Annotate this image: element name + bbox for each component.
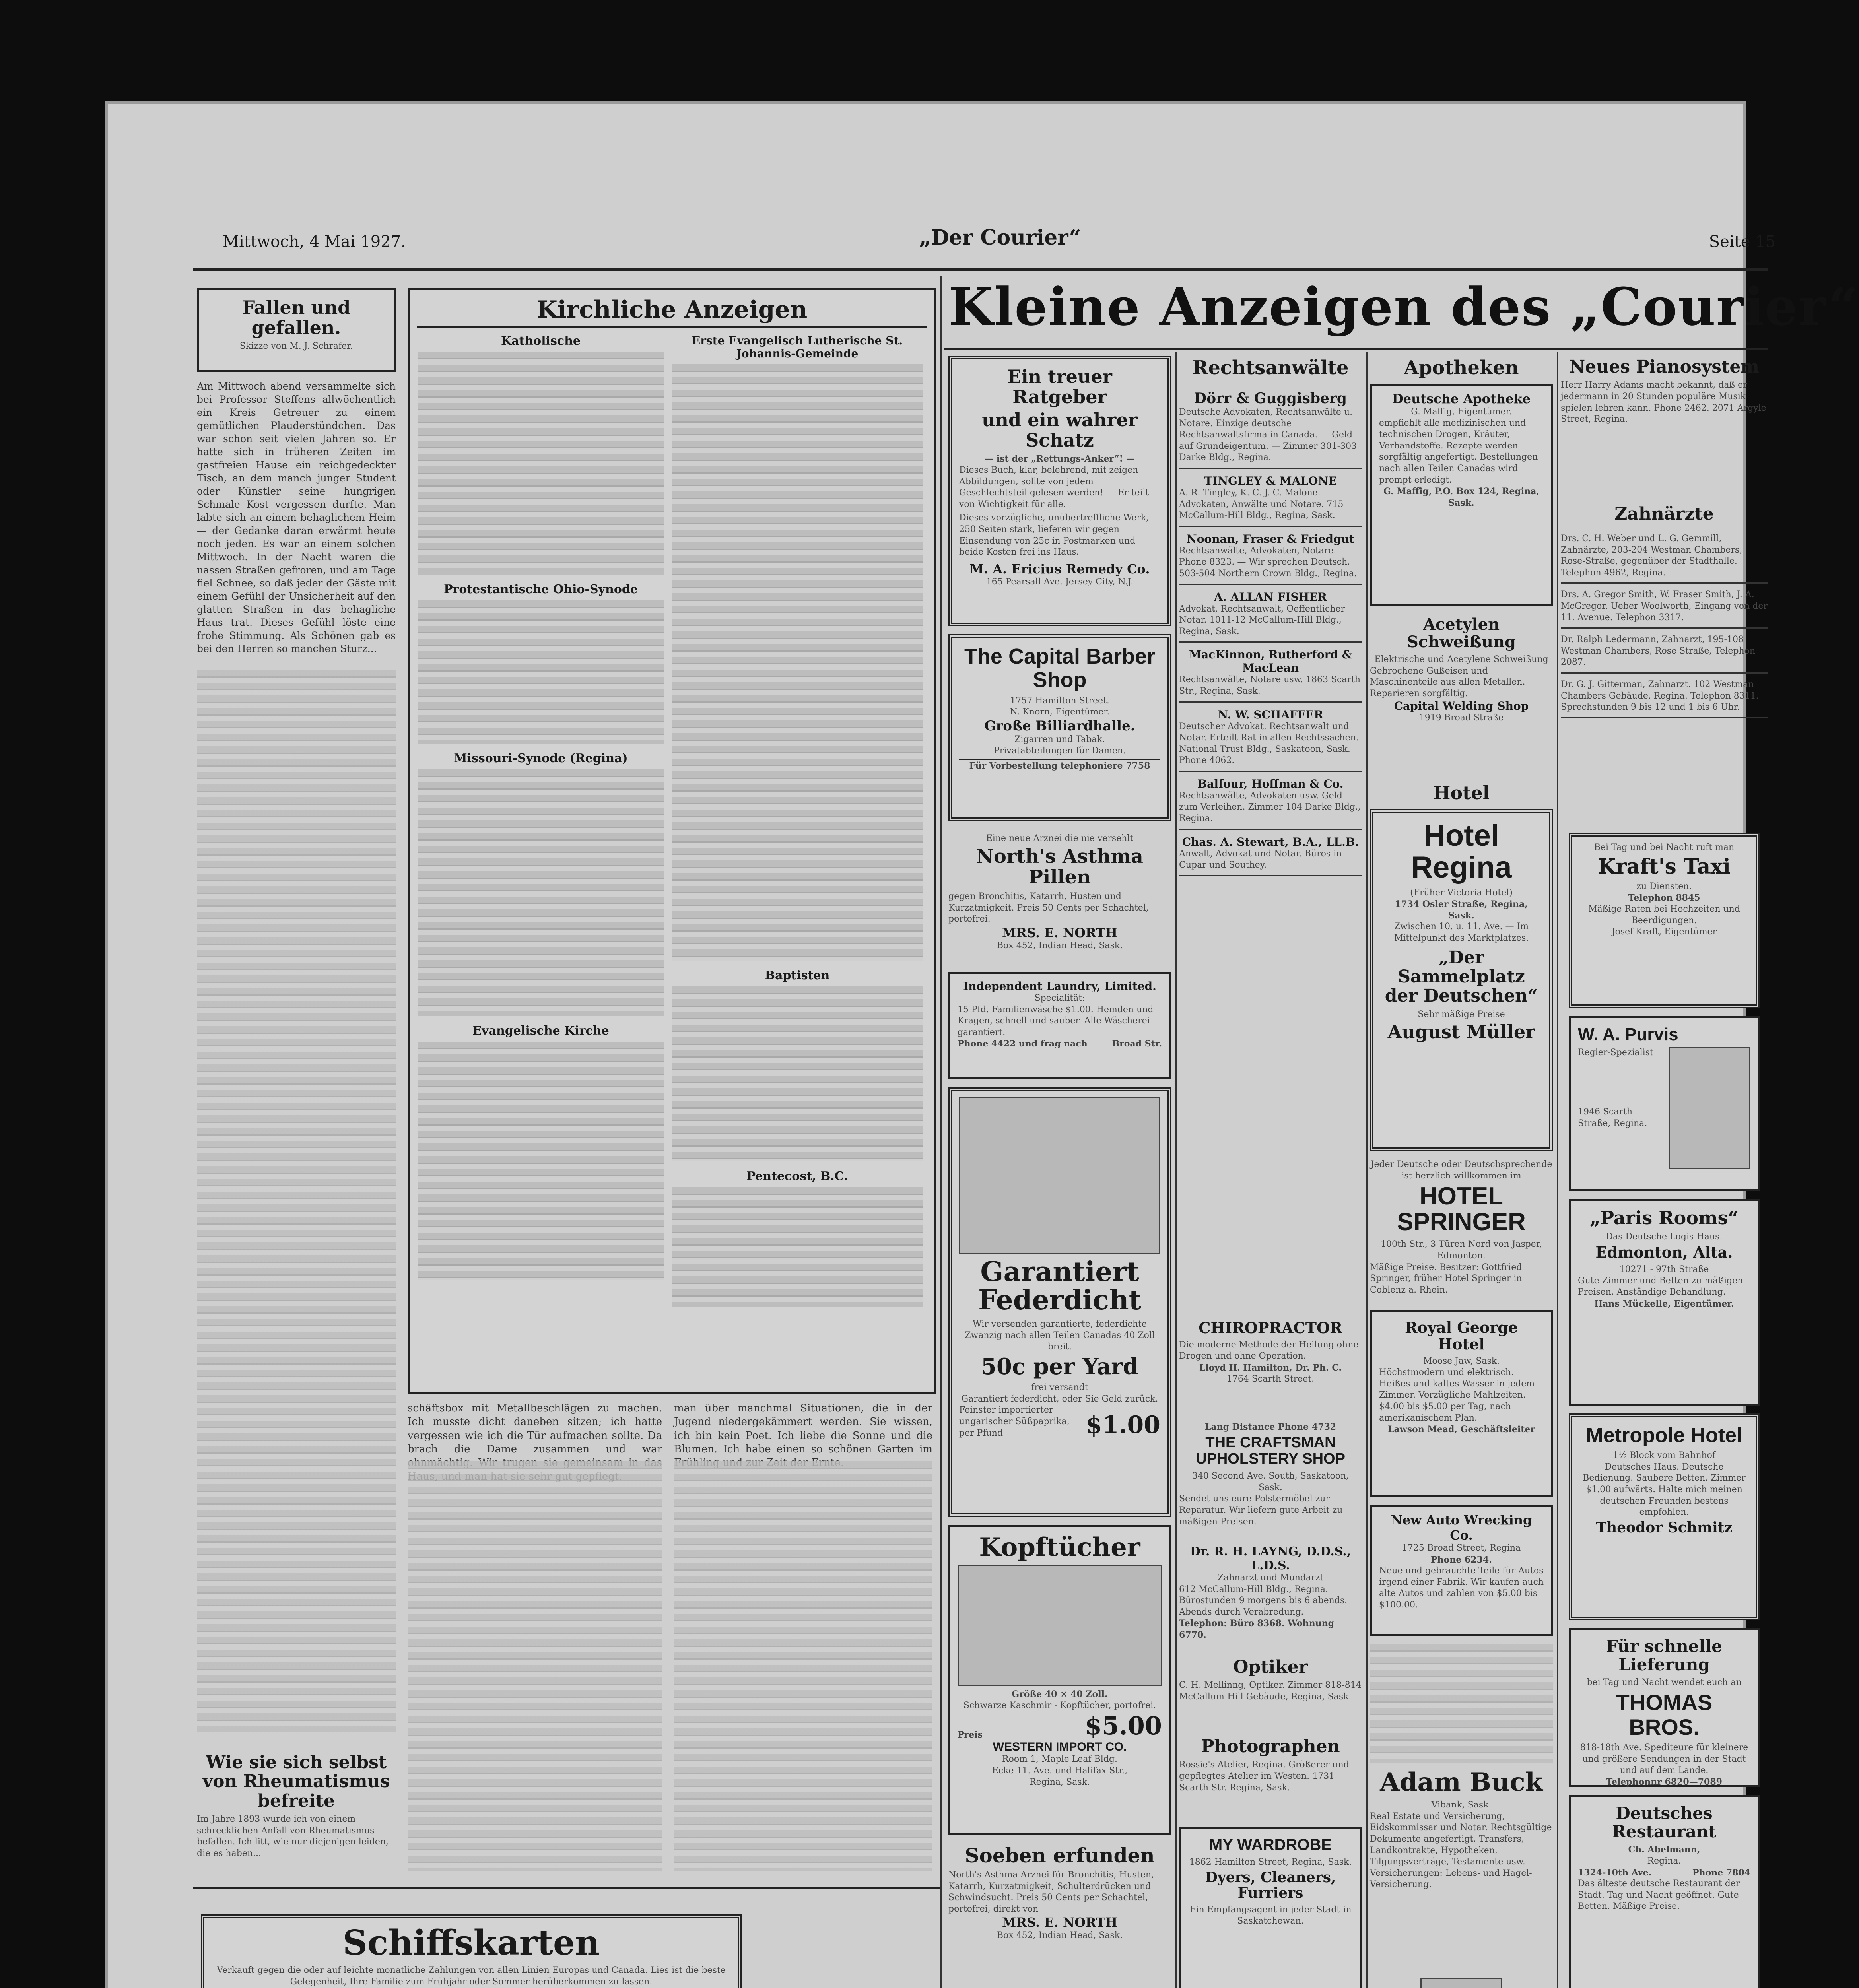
lawyer-name: A. ALLAN FISHER [1214,590,1327,604]
tobacco-line: Zigarren und Tabak. [1014,734,1105,744]
zahnaerzte-header [1561,503,1768,531]
paprika-price: $1.00 [1086,1411,1160,1439]
church-text-block [418,600,664,744]
barber-title: The Capital Barber Shop [964,645,1156,692]
portrait-photo [1669,1047,1750,1169]
story-text-continued [197,670,396,1732]
purvis-address: 1946 Scarth Straße, Regina. [1578,1107,1647,1128]
restaurant-owner: Ch. Abelmann, [1628,1844,1700,1855]
royal-manager: Lawson Mead, Geschäftsleiter [1388,1424,1535,1435]
paprika-text: Feinster importierter ungarischer Süßpaprika, per Pfund [959,1405,1070,1438]
lawyer-text: Advokat, Rechtsanwalt, Oeffentlicher Notar. 1011-12 McCallum-Hill Bldg., Regina, Sask. [1179,604,1345,637]
lawyer-name: N. W. SCHAFFER [1218,708,1323,721]
acetylen-text: Gebrochene Gußeisen und Maschinenteile aus allen Metallen. Reparieren sorgfältig. [1370,666,1525,699]
pianos-ad [1561,356,1768,499]
wardrobe-sub: Dyers, Cleaners, Furriers [1205,1869,1336,1902]
purvis-title: W. A. Purvis [1578,1025,1678,1044]
acetylen-title: Acetylen Schweißung [1407,615,1516,651]
metropole-ad [1569,1413,1760,1620]
taxi-ad [1569,833,1760,1008]
restaurant-title: Deutsches Restaurant [1612,1804,1716,1842]
royal-text: Höchstmodern und elektrisch. Heißes und kaltes Wasser in jedem Zimmer. Vorzügliche Mahlzeiten. $4.00 bis $5.00 per Tag, nach amerikanischem Plan. [1379,1367,1535,1423]
metropole-owner: Theodor Schmitz [1596,1519,1733,1536]
ratgeber-text: Dieses Buch, klar, belehrend, mit zeigen Abbildungen, sollte von jedem Geschlechtsteil gelesen werden! — Er teilt von Wichtigkeit für alle. [959,465,1149,509]
issue-date: Mittwoch, 4 Mai 1927. [223,233,406,251]
barber-ad [948,634,1171,821]
story-title: Fallen und gefallen. [242,297,351,338]
dentist-entry: Drs. A. Gregor Smith, W. Fraser Smith, J. A. McGregor. Ueber Woolworth, Eingang von der 11. Avenue. Telephon 3317. [1561,587,1768,629]
lieferung-ad [1569,1628,1760,1787]
asthma-intro: Eine neue Arznei die nie versehlt [986,833,1134,843]
optiker-ad [1179,1656,1362,1736]
ratgeber-title-2: und ein wahrer Schatz [982,409,1138,451]
restaurant-address: 1324-10th Ave. [1578,1867,1652,1878]
column-separator [1557,352,1558,1988]
photo-title: Photographen [1201,1736,1340,1757]
soeben-ad [948,1843,1171,1988]
springer-intro: Jeder Deutsche oder Deutschsprechende ist herzlich willkommen im [1370,1159,1552,1181]
kanarien-ad [1370,1978,1553,1988]
restaurant-city: Regina. [1647,1856,1681,1866]
hotel-springer-ad [1370,1159,1553,1310]
dentist-entry: Drs. C. H. Weber und L. G. Gemmill, Zahnärzte, 203-204 Westman Chambers, Rose-Straße, gegenüber der Stadthalle. Telephon 4962, Regina. [1561,531,1768,584]
buck-title: Adam Buck [1380,1767,1543,1797]
wardrobe-text: Ein Empfangsagent in jeder Stadt in Saskatchewan. [1189,1905,1352,1926]
import-room: Room 1, Maple Leaf Bldg. [1002,1754,1117,1765]
church-text-block [418,769,664,1016]
shipping-title: Schiffskarten [342,1923,600,1963]
lawyer-text: Anwalt, Advokat und Notar. Büros in Cupar und Southey. [1179,848,1342,870]
paris-rooms-ad [1569,1199,1760,1406]
chiro-name: Lloyd H. Hamilton, Dr. Ph. C. [1199,1362,1342,1373]
purvis-sub: Regier-Spezialist [1578,1048,1653,1058]
import-company: WESTERN IMPORT CO. [993,1740,1127,1754]
apotheke-address: G. Maffig, P.O. Box 124, Regina, Sask. [1383,486,1539,508]
chiro-text: Die moderne Methode der Heilung ohne Drogen und ohne Operation. [1179,1340,1359,1361]
royal-title: Royal George Hotel [1404,1318,1518,1353]
church-section: Baptisten [765,969,830,982]
story-text: Am Mittwoch abend versammelte sich bei Professor Steffens allwöchentlich ein Kreis Getreuer zu einem gemütlichen Plauderstündchen. Das war schon seit vielen Jahren so. Er hatte sich in früheren Zeiten im gastfreien Hause ein reichgedeckter Tisch, an dem manch junger Student oder Künstler seine hungrigen Schmale Kost vergessen durfte. Man labte sich an einem behaglichem Heim — der Gedanke daran erwärmt heute noch jeden. Es war an einem solchen Mittwoch. In der Nacht waren die nassen Straßen gefroren, und am Tage fiel Schnee, so daß jeder der Gäste mit einem Gefühl der Unsicherheit auf den glatten Straßen in das behagliche Haus trat. Dieses Gefühl löste eine frohe Stimmung. Als Schönen gab es bei den Herren so manchen Sturz... [197,381,396,654]
acetylen-sub: Elektrische und Acetylene Schweißung [1374,654,1548,664]
lawyer-name: TINGLEY & MALONE [1204,474,1337,487]
dentist-sub: Zahnarzt und Mundarzt [1217,1573,1324,1583]
shipping-intro: Verkauft gegen die oder auf leichte monatliche Zahlungen von allen Linien Europas und Canada. Lies ist die beste Gelegenheit, Ihre Familie zum Frühjahr oder Sommer herüberkommen zu lassen. [217,1965,726,1987]
lawyer-ad [1179,530,1362,585]
wrecking-title: New Auto Wrecking Co. [1391,1512,1532,1543]
column-rule [193,1887,940,1889]
masthead-rule [944,348,1768,350]
apotheken-title: Apotheken [1404,357,1519,379]
metropole-title: Metropole Hotel [1586,1424,1742,1447]
dentist-entry: Dr. G. J. Gitterman, Zahnarzt. 102 Westman Chambers Gebäude, Regina. Telephon 8311. Sprechstunden 9 bis 12 und 1 bis 6 Uhr. [1561,677,1768,718]
header-rule [193,268,1768,271]
wrecking-phone: Phone 6234. [1431,1554,1492,1565]
church-notices [408,288,936,1394]
church-section: Missouri-Synode (Regina) [454,751,628,765]
misc-ad-block [1370,1644,1553,1763]
apotheken-header [1370,356,1553,384]
pianos-title: Neues Pianosystem [1569,357,1759,377]
soeben-name: MRS. E. NORTH [1002,1915,1118,1930]
hotel-owner: August Müller [1387,1021,1535,1043]
ratgeber-company: M. A. Ericius Remedy Co. [969,561,1150,577]
barber-address: 1757 Hamilton Street. [1010,695,1109,706]
column-separator [1175,352,1177,1988]
ratgeber-title: Ein treuer Ratgeber [1007,366,1112,408]
paris-city: Edmonton, Alta. [1595,1243,1733,1262]
taxi-text: Mäßige Raten bei Hochzeiten und Beerdigungen. [1588,904,1740,926]
column-separator [1366,352,1368,1988]
sammelplatz: „Der Sammelplatz der Deutschen“ [1385,947,1538,1006]
church-section: Evangelische Kirche [472,1024,609,1038]
chiro-ad [1179,1318,1362,1417]
buck-city: Vibank, Sask. [1431,1800,1492,1810]
buck-ad [1370,1767,1553,1974]
lawyer-name: Noonan, Fraser & Friedgut [1187,532,1354,546]
ratgeber-ad [948,356,1171,626]
paris-title: „Paris Rooms“ [1590,1207,1739,1229]
shipping-ad [201,1914,742,1988]
barber-owner: N. Knorn, Eigentümer. [1010,707,1110,717]
hotel-title: Hotel [1433,782,1490,804]
recht-title: Rechtsanwälte [1192,357,1349,379]
asthma-address: Box 452, Indian Head, Sask. [997,940,1123,951]
lieferung-sub: bei Tag und Nacht wendet euch an [1587,1677,1742,1688]
federdicht-price: 50c per Yard [981,1353,1138,1380]
restaurant-text: Das älteste deutsche Restaurant der Stadt. Tag und Nacht geöffnet. Gute Betten. Mäßige Preise. [1578,1879,1740,1912]
paris-address: 10271 - 97th Straße [1619,1264,1709,1274]
church-text-block [418,352,664,575]
lawyer-name: Dörr & Guggisberg [1194,390,1347,407]
rheuma-text: Im Jahre 1893 wurde ich von einem schrecklichen Anfall von Rheumatismus befallen. Ich litt, wie nur diejenigen leiden, die es haben... [197,1814,389,1858]
chiro-title: CHIROPRACTOR [1199,1319,1342,1337]
dentist-ad [1179,1545,1362,1652]
church-title: Kirchliche Anzeigen [417,296,927,328]
apotheke-owner: G. Maffig, Eigentümer. [1411,407,1512,417]
lieferung-phone: Telephonnr 6820—7089 [1606,1776,1722,1787]
zahnaerzte-title: Zahnärzte [1614,504,1714,524]
wrecking-ad [1370,1505,1553,1636]
springer-text: Mäßige Preise. Besitzer: Gottfried Springer, früher Hotel Springer in Coblenz a. Rhein. [1370,1262,1522,1295]
import-address: Ecke 11. Ave. und Halifax Str., [992,1765,1128,1776]
hotel-regina-address: 1734 Osler Straße, Regina, Sask. [1395,899,1528,921]
dentist-phone: Telephon: Büro 8368. Wohnung 6770. [1179,1618,1335,1640]
lawyer-ad [1179,833,1362,876]
rheuma-ad [197,1751,396,1871]
lawyer-ad [1179,388,1362,469]
story-continuation-2: man über manchmal Situationen, die in der Jugend niedergekämmert werden. Sie wissen, ich bin kein Poet. Ich liebe die Sonne und die Blumen. Ich habe einen so schönen Garten im [674,1402,932,1455]
lieferung-text: 818-18th Ave. Spediteure für kleinere und größere Sendungen in der Stadt und auf dem Lande. [1580,1743,1748,1776]
newspaper-page [105,101,1859,1988]
barber-phone: Für Vorbestellung telephoniere 7758 [959,759,1160,772]
spinning-wheel-illustration [959,1097,1160,1254]
story-lines-2 [674,1461,932,1871]
laundry-ad [948,972,1171,1079]
church-section: Pentecost, B.C. [746,1169,848,1183]
taxi-title: Kraft's Taxi [1597,854,1731,879]
wardrobe-title: MY WARDROBE [1209,1836,1332,1854]
ratgeber-address: 165 Pearsall Ave. Jersey City, N.J. [986,577,1134,587]
hotel-header [1370,781,1553,809]
apotheke-ad [1370,384,1553,606]
laundry-street: Broad Str. [1112,1039,1162,1049]
asthma-ad [948,833,1171,964]
springer-title: HOTEL SPRINGER [1397,1182,1526,1236]
lawyer-list [1179,388,1362,1314]
lieferung-title: Für schnelle Lieferung [1606,1637,1722,1675]
dentist-entry: Dr. Ralph Ledermann, Zahnarzt, 195-108 Westman Chambers, Rose Straße, Telephon 2087. [1561,632,1768,674]
photo-ad [1179,1736,1362,1823]
kopftuecher-price: $5.00 [1084,1711,1162,1741]
thomas-bros: THOMAS BROS. [1616,1689,1713,1740]
ratgeber-sub: — ist der „Rettungs-Anker“! — [985,454,1135,464]
laundry-title: Independent Laundry, Limited. [963,980,1156,993]
optiker-text: C. H. Mellinng, Optiker. Zimmer 818-814 McCallum-Hill Gebäude, Regina, Sask. [1179,1680,1362,1702]
lawyer-ad [1179,588,1362,643]
wrecking-address: 1725 Broad Street, Regina [1402,1543,1521,1553]
lawyer-name: Balfour, Hoffman & Co. [1197,777,1344,790]
acetylen-ad [1370,614,1553,781]
kopftuecher-text: Schwarze Kaschmir - Kopftücher, portofrei. [963,1700,1156,1710]
taxi-sub: zu Diensten. [1636,881,1692,891]
upholstery-address: 340 Second Ave. South, Saskatoon, Sask. [1192,1471,1349,1493]
welding-company: Capital Welding Shop [1394,699,1529,713]
rheuma-title: Wie sie sich selbst von Rheumatismus befreite [202,1752,390,1811]
paris-owner: Hans Mückelle, Eigentümer. [1594,1298,1734,1309]
welding-address: 1919 Broad Straße [1419,713,1504,723]
lawyer-text: Rechtsanwälte, Notare usw. 1863 Scarth Str., Regina, Sask. [1179,675,1360,696]
story-title-box [197,288,396,372]
church-text-block [418,1042,664,1280]
classified-masthead: Kleine Anzeigen des „Courier“ [948,276,1859,337]
buck-text: Real Estate und Versicherung, Eidskommissar und Notar. Rechtsgültige Dokumente angefertigt. Transfers, Landkontrakte, Hypotheken, Tilgungsverträge, Testamente usw. Versicherungen: Lebens- und Hagel-Versicherung. [1370,1811,1552,1890]
price-label: Preis [958,1729,983,1740]
paper-name: „Der Courier“ [919,225,1081,250]
taxi-owner: Josef Kraft, Eigentümer [1611,927,1717,937]
purvis-ad [1569,1016,1760,1191]
hotel-regina-title: Hotel Regina [1411,819,1512,884]
story-byline: Skizze von M. J. Schrafer. [239,341,353,351]
ratgeber-text-2: Dieses vorzügliche, unübertreffliche Werk, 250 Seiten stark, lieferen wir gegen Einsendung von 25c in Postmarken und beide Kosten frei ins Haus. [959,513,1149,557]
paris-text: Gute Zimmer und Betten zu mäßigen Preisen. Anständige Behandlung. [1578,1276,1743,1297]
apotheke-name: Deutsche Apotheke [1392,391,1531,406]
hotel-prices: Sehr mäßige Preise [1418,1009,1505,1019]
upholstery-text: Sendet uns eure Polstermöbel zur Reparatur. Wir liefern gute Arbeit zu mäßigen Preisen. [1179,1494,1343,1527]
church-text-block [672,986,923,1161]
chiro-address: 1764 Scarth Street. [1226,1374,1315,1384]
church-section: Erste Evangelisch Lutherische St. Johannis-Gemeinde [692,334,903,360]
lawyer-name: Chas. A. Stewart, B.A., LL.B. [1182,835,1359,848]
asthma-name: MRS. E. NORTH [1002,925,1118,940]
lawyer-ad [1179,775,1362,830]
soeben-text: North's Asthma Arznei für Bronchitis, Husten, Katarrh, Kurzatmigkeit, Schulterdrücken und Schwindsucht. Preis 50 Cents per Schachtel, portofrei, direkt von [948,1870,1154,1914]
column-separator [940,276,942,1988]
laundry-phone: Phone 4422 und frag nach [958,1039,1088,1049]
asthma-text: gegen Bronchitis, Katarrh, Husten und Kurzatmigkeit. Preis 50 Cents per Schachtel, portofrei. [948,891,1149,924]
hotel-regina-text: Zwischen 10. u. 11. Ave. — Im Mittelpunkt des Marktplatzes. [1394,922,1529,943]
metropole-sub: 1½ Block vom Bahnhof [1612,1450,1716,1461]
federdicht-note: Garantiert federdicht, oder Sie Geld zurück. [961,1394,1158,1404]
lawyer-ad [1179,706,1362,772]
paris-sub: Das Deutsche Logis-Haus. [1606,1231,1723,1242]
billiard-line: Große Billiardhalle. [984,718,1135,734]
springer-address: 100th Str., 3 Türen Nord von Jasper, Edmonton. [1381,1239,1542,1261]
federdicht-text: Wir versenden garantierte, federdichte Zwanzig nach allen Teilen Canadas 40 Zoll breit. [965,1319,1155,1352]
hotel-regina-ad [1370,809,1553,1151]
kopftuecher-size: Größe 40 × 40 Zoll. [1012,1689,1108,1700]
lawyer-text: A. R. Tingley, K. C. J. C. Malone. Advokaten, Anwälte und Notare. 715 McCallum-Hill Bldg., Regina, Sask. [1179,487,1344,521]
church-text-block [672,364,923,961]
dentist-list [1561,531,1768,829]
import-city: Regina, Sask. [1030,1777,1090,1787]
kopftuecher-title: Kopftücher [979,1532,1140,1562]
restaurant-phone: Phone 7804 [1692,1867,1750,1878]
lawyer-name: MacKinnon, Rutherford & MacLean [1189,648,1352,675]
upholstery-ad [1179,1421,1362,1541]
lawyer-text: Rechtsanwälte, Advokaten, Notare. Phone 8323. — Wir sprechen Deutsch. 503-504 Northern Crown Bldg., Regina. [1179,546,1357,579]
wrecking-text: Neue und gebrauchte Teile für Autos irgend einer Fabrik. Wir kaufen auch alte Autos und zahlen von $5.00 bis $100.00. [1379,1566,1544,1610]
taxi-phone: Telephon 8845 [1628,893,1700,903]
kopftuecher-ad [948,1525,1171,1835]
royal-city: Moose Jaw, Sask. [1423,1356,1500,1366]
photo-text: Rossie's Atelier, Regina. Größerer und gepflegtes Atelier im Westen. 1731 Scarth Str. Regina, Sask. [1179,1760,1349,1793]
lawyer-ad [1179,646,1362,702]
lawyer-text: Deutsche Advokaten, Rechtsanwälte u. Notare. Einzige deutsche Rechtsanwaltsfirma in Canada. — Geld auf Grundeigentum. — Zimmer 301-303 Darke Bldg., Regina. [1179,407,1357,463]
ladies-line: Privatabteilungen für Damen. [993,746,1126,756]
recht-header [1179,356,1362,384]
wardrobe-address: 1862 Hamilton Street, Regina, Sask. [1189,1857,1352,1867]
page-number: Seite 15 [1709,233,1775,251]
upholstery-title: THE CRAFTSMAN UPHOLSTERY SHOP [1196,1434,1345,1468]
federdicht-title: Garantiert Federdicht [978,1256,1142,1316]
hotel-regina-sub: (Früher Victoria Hotel) [1410,887,1513,898]
story-continuation-1: schäftsbox mit Metallbeschlägen zu machen. Ich musste dicht daneben sitzen; ich hatte vergessen wie ich die Tür aufmachen sollte. Da brach die Dame zusammen und war [408,1402,662,1455]
asthma-title: North's Asthma Pillen [976,845,1143,889]
canary-bird-icon [1420,1978,1502,1988]
church-section: Protestantische Ohio-Synode [444,582,638,596]
church-text-block [672,1187,923,1307]
church-section: Katholische [501,334,581,348]
headscarf-image [958,1565,1162,1686]
dentist-text: 612 McCallum-Hill Bldg., Regina. Bürostunden 9 morgens bis 6 abends. Abends durch Verabredung. [1179,1584,1348,1617]
federdicht-ad [948,1087,1171,1517]
soeben-address: Box 452, Indian Head, Sask. [997,1930,1123,1941]
lawyer-text: Rechtsanwälte, Advokaten usw. Geld zum Verleihen. Zimmer 104 Darke Bldg., Regina. [1179,790,1361,824]
metropole-text: Deutsches Haus. Deutsche Bedienung. Saubere Betten. Zimmer $1.00 aufwärts. Halte mich meinen deutschen Freunden bestens empfohlen. [1583,1462,1746,1518]
upholstery-phone: Lang Distance Phone 4732 [1204,1422,1336,1432]
lawyer-ad [1179,472,1362,527]
dentist-title: Dr. R. H. LAYNG, D.D.S., L.D.S. [1190,1545,1351,1573]
laundry-specialty: Specialität: [1034,993,1085,1003]
taxi-line: Bei Tag und bei Nacht ruft man [1594,843,1735,852]
apotheke-text: empfiehlt alle medizinischen und technischen Drogen, Kräuter, Verbandstoffe. Rezepte werden sorgfältig angefertigt. Bestellungen nach allen Teilen Canadas wird prompt erledigt. [1379,418,1538,485]
lawyer-text: Deutscher Advokat, Rechtsanwalt und Notar. Erteilt Rat in allen Rechtssachen. National Trust Bldg., Saskatoon, Sask. Phone 4062. [1179,721,1359,766]
wardrobe-ad [1179,1827,1362,1988]
optiker-title: Optiker [1233,1657,1308,1677]
soeben-title: Soeben erfunden [965,1844,1155,1867]
federdicht-price-sub: frei versandt [1031,1382,1088,1393]
restaurant-ad [1569,1795,1760,1988]
story-lines-1 [408,1461,662,1871]
royal-george-ad [1370,1310,1553,1497]
pianos-text: Herr Harry Adams macht bekannt, daß er jedermann in 20 Stunden populäre Musik spielen lehren kann. Phone 2462. 2071 Argyle Street, Regina. [1561,380,1766,425]
laundry-text: 15 Pfd. Familienwäsche $1.00. Hemden und Kragen, schnell und sauber. Alle Wäscherei garantiert. [958,1004,1154,1037]
